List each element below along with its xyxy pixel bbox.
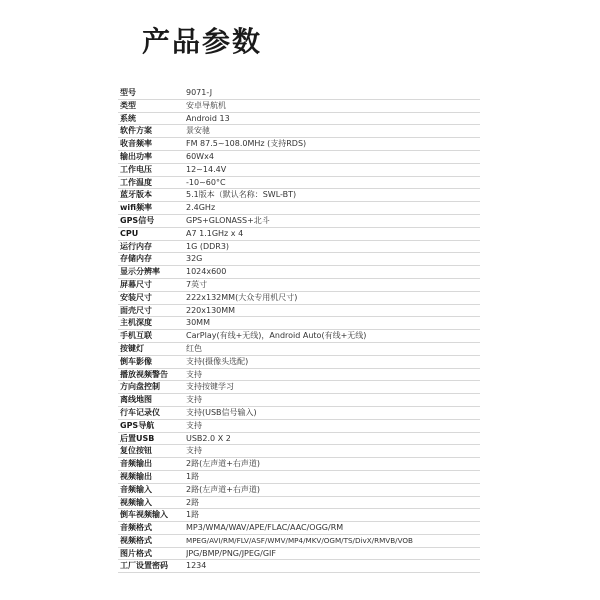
spec-row <box>118 509 480 522</box>
spec-row <box>118 394 480 407</box>
spec-key: 音频格式 <box>118 522 186 535</box>
spec-value: 红色 <box>186 342 480 355</box>
spec-value: 60Wx4 <box>186 150 480 163</box>
spec-row <box>118 291 480 304</box>
spec-key: 行车记录仪 <box>118 406 186 419</box>
spec-value: 9071-J <box>186 87 480 99</box>
spec-row <box>118 432 480 445</box>
spec-row <box>118 355 480 368</box>
spec-key: 按键灯 <box>118 342 186 355</box>
spec-value: 支持按键学习 <box>186 381 480 394</box>
spec-key: 类型 <box>118 99 186 112</box>
spec-value: 32G <box>186 253 480 266</box>
spec-row <box>118 317 480 330</box>
spec-key: 安装尺寸 <box>118 291 186 304</box>
spec-key: 存储内存 <box>118 253 186 266</box>
spec-key: 工厂设置密码 <box>118 560 186 573</box>
spec-row <box>118 163 480 176</box>
spec-key: 软件方案 <box>118 125 186 138</box>
spec-row <box>118 112 480 125</box>
spec-row <box>118 266 480 279</box>
spec-value: 安卓导航机 <box>186 99 480 112</box>
spec-row <box>118 381 480 394</box>
spec-table-body <box>118 87 480 573</box>
spec-key: 倒车视频输入 <box>118 509 186 522</box>
spec-key: 面壳尺寸 <box>118 304 186 317</box>
spec-key: 工作电压 <box>118 163 186 176</box>
spec-value: 7英寸 <box>186 278 480 291</box>
spec-value: 支持 <box>186 368 480 381</box>
spec-value: 2路(左声道+右声道) <box>186 483 480 496</box>
spec-row <box>118 483 480 496</box>
spec-value: Android 13 <box>186 112 480 125</box>
spec-row <box>118 547 480 560</box>
spec-value: 景安驰 <box>186 125 480 138</box>
spec-key: 运行内存 <box>118 240 186 253</box>
spec-row <box>118 176 480 189</box>
spec-row <box>118 560 480 573</box>
spec-row <box>118 522 480 535</box>
spec-key: 音频输出 <box>118 458 186 471</box>
spec-key: 方向盘控制 <box>118 381 186 394</box>
spec-key: 后置USB <box>118 432 186 445</box>
spec-value: 1路 <box>186 509 480 522</box>
spec-row <box>118 240 480 253</box>
spec-value: 222x132MM(大众专用机尺寸) <box>186 291 480 304</box>
spec-key: 复位按钮 <box>118 445 186 458</box>
spec-row <box>118 470 480 483</box>
spec-row <box>118 342 480 355</box>
spec-key: 视频输出 <box>118 470 186 483</box>
spec-value: 30MM <box>186 317 480 330</box>
spec-key: 收音频率 <box>118 138 186 151</box>
spec-key: 倒车影像 <box>118 355 186 368</box>
spec-row <box>118 189 480 202</box>
spec-row <box>118 227 480 240</box>
spec-row <box>118 87 480 99</box>
spec-value: 2路(左声道+右声道) <box>186 458 480 471</box>
spec-key: 型号 <box>118 87 186 99</box>
spec-key: 蓝牙版本 <box>118 189 186 202</box>
spec-row <box>118 150 480 163</box>
spec-table <box>118 87 480 573</box>
spec-key: 屏幕尺寸 <box>118 278 186 291</box>
spec-value: 220x130MM <box>186 304 480 317</box>
spec-key: wifi频率 <box>118 202 186 215</box>
spec-value: USB2.0 X 2 <box>186 432 480 445</box>
spec-row <box>118 368 480 381</box>
spec-row <box>118 253 480 266</box>
spec-key: 播放视频警告 <box>118 368 186 381</box>
spec-value: 2路 <box>186 496 480 509</box>
spec-key: 离线地图 <box>118 394 186 407</box>
spec-key: 显示分辨率 <box>118 266 186 279</box>
spec-key: 手机互联 <box>118 330 186 343</box>
spec-key: GPS信号 <box>118 214 186 227</box>
spec-row <box>118 125 480 138</box>
spec-value: 12~14.4V <box>186 163 480 176</box>
spec-value: 5.1版本（默认名称：SWL-BT) <box>186 189 480 202</box>
spec-key: 工作温度 <box>118 176 186 189</box>
spec-row <box>118 99 480 112</box>
spec-key: 音频输入 <box>118 483 186 496</box>
spec-row <box>118 406 480 419</box>
spec-value: 2.4GHz <box>186 202 480 215</box>
spec-row <box>118 214 480 227</box>
spec-value: FM 87.5~108.0MHz (支持RDS) <box>186 138 480 151</box>
spec-value: 1路 <box>186 470 480 483</box>
spec-key: 视频输入 <box>118 496 186 509</box>
spec-row <box>118 496 480 509</box>
spec-key: 视频格式 <box>118 534 186 547</box>
spec-value: 支持 <box>186 419 480 432</box>
spec-value: MP3/WMA/WAV/APE/FLAC/AAC/OGG/RM <box>186 522 480 535</box>
spec-row <box>118 419 480 432</box>
spec-value: -10~60°C <box>186 176 480 189</box>
spec-value: GPS+GLONASS+北斗 <box>186 214 480 227</box>
spec-row <box>118 534 480 547</box>
spec-row <box>118 202 480 215</box>
spec-key: GPS导航 <box>118 419 186 432</box>
spec-value: 1G (DDR3) <box>186 240 480 253</box>
spec-value: MPEG/AVI/RM/FLV/ASF/WMV/MP4/MKV/OGM/TS/DivX/RMVB/VOB <box>186 534 480 547</box>
spec-value: 1234 <box>186 560 480 573</box>
spec-key: 主机深度 <box>118 317 186 330</box>
spec-value: A7 1.1GHz x 4 <box>186 227 480 240</box>
spec-value: JPG/BMP/PNG/JPEG/GIF <box>186 547 480 560</box>
spec-value: 支持(摄像头选配) <box>186 355 480 368</box>
spec-value: CarPlay(有线+无线)，Android Auto(有线+无线) <box>186 330 480 343</box>
spec-row <box>118 445 480 458</box>
spec-value: 支持(USB信号输入) <box>186 406 480 419</box>
spec-row <box>118 330 480 343</box>
page-title: 产品参数 <box>142 25 263 58</box>
spec-row <box>118 458 480 471</box>
spec-key: 图片格式 <box>118 547 186 560</box>
spec-value: 支持 <box>186 445 480 458</box>
spec-key: 输出功率 <box>118 150 186 163</box>
spec-value: 1024x600 <box>186 266 480 279</box>
spec-row <box>118 304 480 317</box>
spec-key: CPU <box>118 227 186 240</box>
spec-value: 支持 <box>186 394 480 407</box>
spec-row <box>118 138 480 151</box>
spec-row <box>118 278 480 291</box>
spec-key: 系统 <box>118 112 186 125</box>
